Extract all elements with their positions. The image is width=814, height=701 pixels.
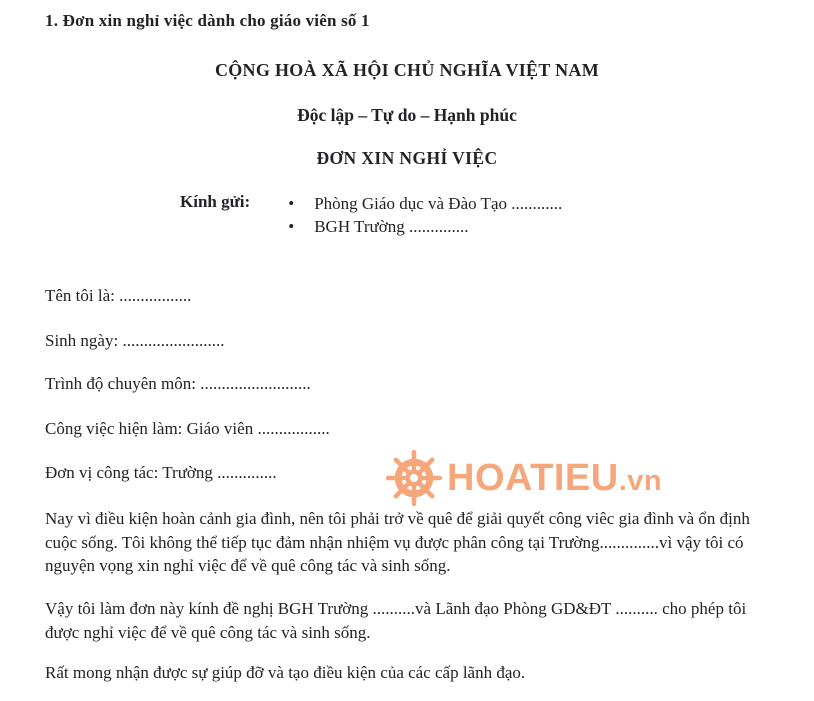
national-title: CỘNG HOÀ XÃ HỘI CHỦ NGHĨA VIỆT NAM <box>214 60 600 80</box>
form-title: ĐƠN XIN NGHỈ VIỆC <box>316 148 498 168</box>
recipients-list <box>288 192 562 238</box>
recipients-section <box>180 192 562 238</box>
national-motto: Độc lập – Tự do – Hạnh phúc <box>297 105 517 125</box>
watermark-wordmark <box>447 457 662 500</box>
field-birthdate: Sinh ngày: ........................ <box>45 331 225 350</box>
body-paragraph: Nay vì điều kiện hoàn cảnh gia đình, nên tôi phải trở về quê để giải quyết công viêc gia đình và ổn định cuộc sống. Tôi không thể tiếp tục đảm nhận nhiệm vụ được phân công tại Trường..............vì vậy tôi có nguyện vọng xin nghỉ việc để về quê công tác và sinh sống. <box>45 509 750 575</box>
field-qualification: Trình độ chuyên môn: .......................... <box>45 374 311 393</box>
hoatieu-watermark <box>385 449 662 507</box>
field-workplace: Đơn vị công tác: Trường .............. <box>45 463 277 482</box>
watermark-brand-text: HOATIEU <box>447 456 619 499</box>
watermark-tld-text: .vn <box>618 464 663 497</box>
doc-list-item-title: 1. Đơn xin nghỉ việc dành cho giáo viên số 1 <box>45 11 370 30</box>
recipient-item: • Phòng Giáo dục và Đào Tạo ............ <box>288 192 562 215</box>
recipients-label: Kính gửi: <box>180 192 251 211</box>
ship-wheel-icon <box>385 449 443 507</box>
body-paragraph: Rất mong nhận được sự giúp đỡ và tạo điều kiện của các cấp lãnh đạo. <box>45 663 526 682</box>
field-current-job: Công việc hiện làm: Giáo viên ................. <box>45 419 330 438</box>
body-paragraph: Vậy tôi làm đơn này kính đề nghị BGH Trường ..........và Lãnh đạo Phòng GD&ĐT .......... cho phép tôi được nghỉ việc để về quê công tác và sinh sống. <box>45 599 747 642</box>
field-name: Tên tôi là: ................. <box>45 286 192 305</box>
recipient-item: • BGH Trường .............. <box>288 215 562 238</box>
